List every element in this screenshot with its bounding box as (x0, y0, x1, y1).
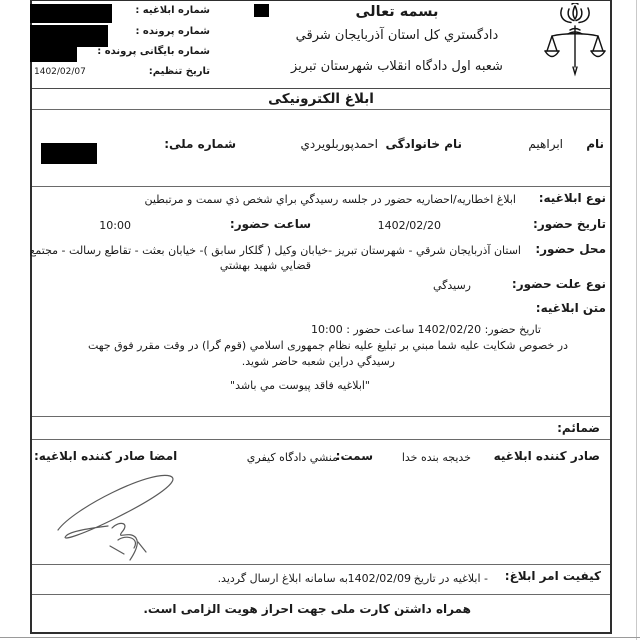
attendance-place-line2: قضایي شهید بهشتي (219, 259, 311, 272)
divider-body (32, 416, 610, 417)
attendance-place-label: محل حضور: (535, 242, 606, 256)
notification-text-label: متن ابلاغیه: (535, 301, 606, 315)
handwritten-signature (50, 466, 200, 564)
case-number-label: شماره پرونده : (135, 26, 210, 37)
notification-document (30, 0, 612, 634)
delivery-suffix: به سامانه ابلاغ ارسال گردید. (217, 572, 348, 585)
branch-title: شعبه اول دادگاه انقلاب شهرستان تبریز (291, 59, 503, 74)
redacted-mark (254, 4, 269, 17)
family-name-value: احمدپوربلویردي (300, 137, 378, 151)
redacted-case-number (30, 25, 108, 47)
attendance-time-value: 10:00 (99, 219, 131, 232)
attendance-date-label: تاریخ حضور: (533, 217, 606, 231)
notification-number-label: شماره ابلاغیه : (135, 5, 210, 16)
delivery-prefix: - ابلاغیه در تاریخ (413, 572, 488, 585)
footer-note: همراه داشتن کارت ملی جهت احراز هویت الزامی است. (143, 602, 471, 616)
delivery-date: 1402/02/09 (347, 572, 411, 585)
bismillah-text: بسمه تعالی (355, 4, 439, 20)
org-title: دادگستري کل استان آذربایجان شرقي (295, 28, 499, 43)
judiciary-emblem (544, 3, 606, 83)
redacted-national-id (41, 143, 97, 164)
divider-recipient (32, 186, 610, 187)
issuer-signature-label: امضا صادر کننده ابلاغیه: (34, 449, 178, 463)
body-line-4: "ابلاغیه فاقد پیوست مي باشد" (230, 379, 370, 392)
attendance-date-value: 1402/02/20 (377, 219, 441, 232)
attendance-place-line1: استان آذربایجان شرقي - شهرستان تبریز -خیابان وکیل ( گلکار سابق )- خیابان بعثت - تقاطع رسالت - مجتمع (29, 244, 521, 257)
redacted-notification-number (30, 4, 112, 23)
body-line-1: تاریخ حضور: 1402/02/20 ساعت حضور : 10:00 (311, 323, 541, 336)
issuer-position-label: سمت: (335, 449, 373, 463)
issuer-position-value: منشي دادگاه کیفري (246, 451, 338, 464)
notification-type-label: نوع ابلاغیه: (538, 191, 606, 205)
family-name-label: نام خانوادگی (385, 137, 462, 151)
registration-date-label: تاریخ تنظیم: (148, 66, 210, 77)
issuer-name: خدیجه بنده خدا (401, 451, 471, 464)
body-line-3: رسیدگي دراین شعبه حاضر شوید. (241, 355, 395, 368)
registration-date-value: 1402/02/07 (34, 67, 86, 77)
attachments-label: ضمائم: (557, 421, 600, 435)
national-id-label: شماره ملی: (164, 137, 236, 151)
notification-type-value: ابلاغ اخطاریه/احضاریه حضور در جلسه رسیدگي براي شخص ذي سمت و مرتبطین (144, 193, 516, 206)
attendance-reason-value: رسیدگي (432, 279, 471, 292)
scan-edge-right (636, 0, 637, 640)
signature-icon (50, 466, 200, 564)
attendance-reason-label: نوع علت حضور: (511, 277, 606, 291)
body-line-2: در خصوص شکایت علیه شما مبني بر تبلیغ علیه نظام جمهوری اسلامي (قوم گرا) در وقت مقرر فوق جهت (87, 339, 568, 352)
archive-number-label: شماره بایگانی پرونده : (97, 46, 210, 57)
redacted-archive-number (30, 47, 77, 62)
name-value: ابراهیم (528, 137, 563, 151)
name-label: نام (586, 137, 604, 151)
issuer-label: صادر کننده ابلاغیه (493, 449, 600, 463)
divider-banner (32, 109, 610, 110)
delivery-status-label: کیفیت امر ابلاغ: (504, 569, 601, 583)
scales-of-justice-icon (544, 3, 606, 83)
divider-issuer (32, 564, 610, 565)
document-title: ابلاغ الکترونیکی (268, 91, 374, 107)
scan-edge-bottom (0, 637, 640, 638)
divider-header (32, 88, 610, 89)
attendance-time-label: ساعت حضور: (229, 217, 311, 231)
divider-attachments (32, 439, 610, 440)
divider-delivery (32, 594, 610, 595)
